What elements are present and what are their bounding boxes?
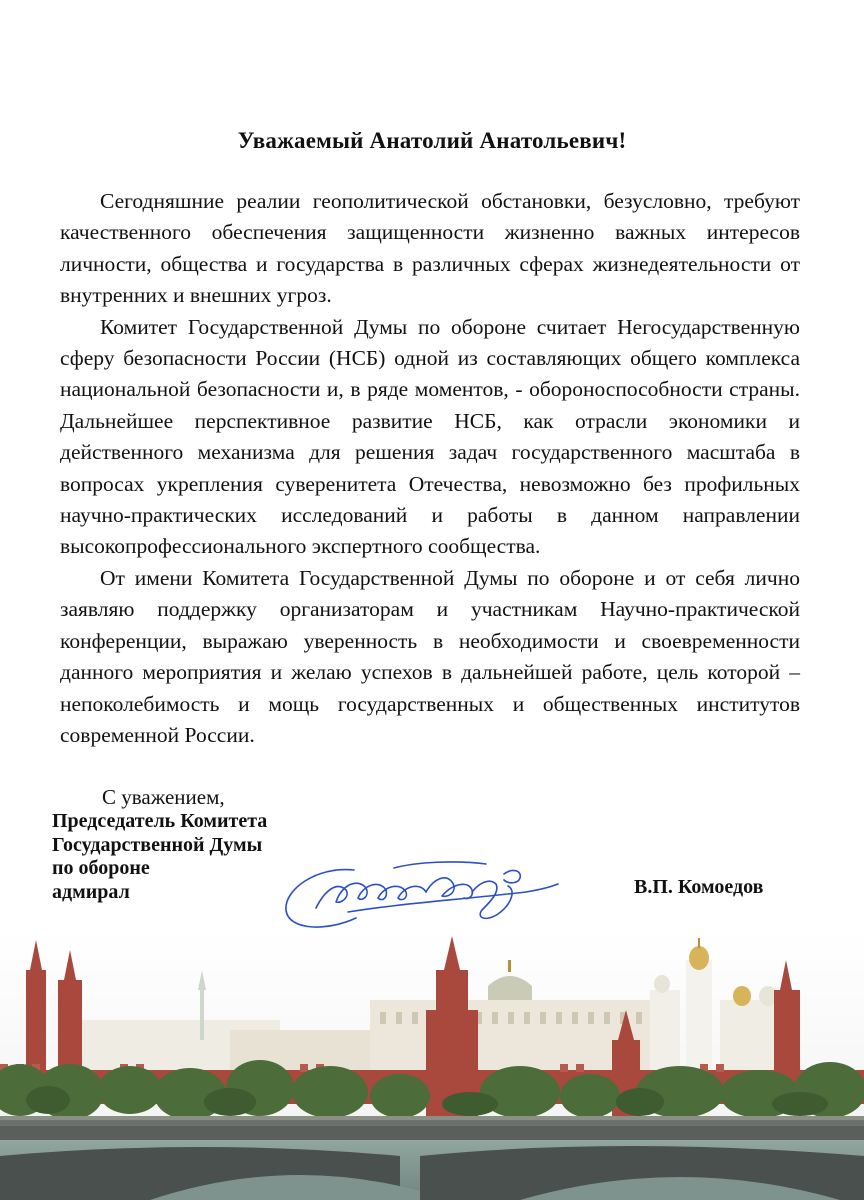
paragraph-2: Комитет Государственной Думы по обороне считает Негосударственную сферу безопасности России (НСБ) одной из составляющих общего комплекса национальной безопасности и, в ряде моментов, - обороноспособности страны. Дальнейшее перспективное развитие НСБ, как отрасли экономики и действенного механизма для решения задач государственного масштаба в вопросах укрепления суверенитета Отечества, невозможно без профильных научно-практических исследований и работы в данном направлении высокопрофессионального экспертного сообщества.	[60, 314, 800, 559]
kremlin-panorama-image	[0, 930, 864, 1200]
signatory-title	[52, 810, 267, 904]
signatory-name: В.П. Комоедов	[634, 876, 764, 898]
signatory-title-line-3: по обороне	[52, 857, 150, 879]
paragraph-3: От имени Комитета Государственной Думы по обороне и от себя лично заявляю поддержку организаторам и участникам Научно-практической конференции, выражаю уверенность в необходимости и своевременности данного мероприятия и желаю успехов в дальнейшей работе, цель которой – непоколебимость и мощь государственных и общественных институтов современной России.	[60, 565, 800, 747]
signatory-title-line-4: адмирал	[52, 880, 130, 903]
letter-body	[60, 186, 800, 751]
salutation-heading: Уважаемый Анатолий Анатольевич!	[237, 128, 627, 153]
handwritten-signature-icon	[276, 848, 566, 938]
paragraph-1: Сегодняшние реалии геополитической обстановки, безусловно, требуют качественного обеспечения защищенности жизненно важных интересов личности, общества и государства в различных сферах жизнедеятельности от внутренних и внешних угроз.	[60, 189, 800, 308]
signatory-title-line-1: Председатель Комитета	[52, 810, 268, 832]
closing-phrase: С уважением,	[102, 785, 225, 809]
signatory-title-line-2: Государственной Думы	[52, 833, 263, 856]
